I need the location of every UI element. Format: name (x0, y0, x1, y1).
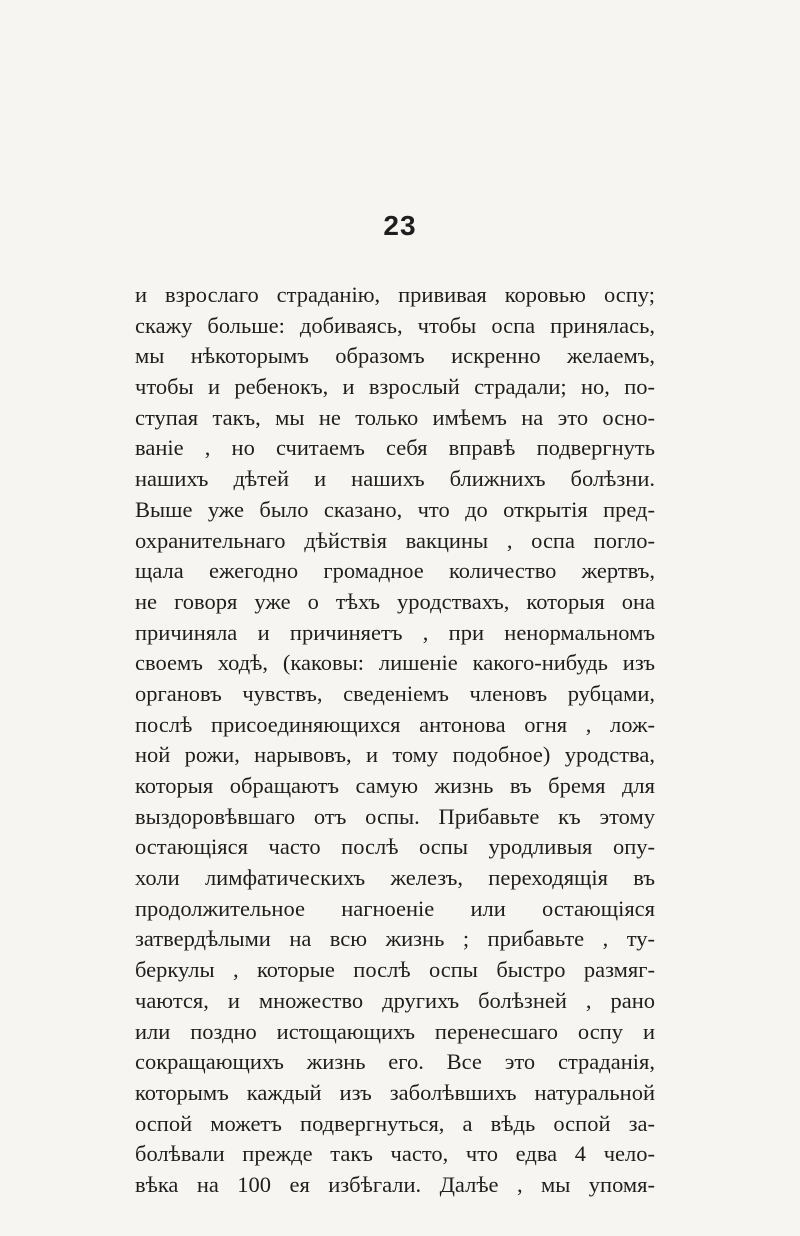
text-line: холи лимфатическихъ железъ, переходящія въ (135, 865, 655, 891)
text-line: которымъ каждый изъ заболѣвшихъ натуральной (135, 1079, 655, 1105)
text-line: остающіяся часто послѣ оспы уродливыя опу- (135, 834, 655, 860)
text-line: которыя обращаютъ самую жизнь въ бремя для (135, 773, 655, 798)
text-line: чтобы и ребенокъ, и взрослый страдали; но, по- (135, 374, 655, 400)
text-line: и взрослаго страданію, прививая коровью оспу; (135, 282, 655, 307)
text-line: ваніе , но считаемъ себя вправѣ подвергнуть (135, 435, 655, 461)
text-line: своемъ ходѣ, (каковы: лишеніе какого-нибудь изъ (135, 650, 655, 676)
body-text (135, 280, 655, 1201)
text-line: сокращающихъ жизнь его. Все это страданія, (135, 1049, 655, 1075)
text-line: послѣ присоединяющихся антонова огня , лож- (135, 711, 655, 737)
text-line: оспой можетъ подвергнуться, а вѣдь оспой за- (135, 1110, 655, 1136)
text-line: органовъ чувствъ, сведеніемъ членовъ рубцами, (135, 680, 655, 706)
text-line: мы нѣкоторымъ образомъ искренно желаемъ, (135, 343, 655, 369)
text-line: причиняла и причиняетъ , при ненормальномъ (135, 619, 655, 645)
text-line: или поздно истощающихъ перенесшаго оспу и (135, 1018, 655, 1044)
text-line: затвердѣлыми на всю жизнь ; прибавьте , ту- (135, 926, 655, 952)
text-line: продолжительное нагноеніе или остающіяся (135, 895, 655, 921)
text-line: Выше уже было сказано, что до открытія пред- (135, 496, 655, 522)
text-line: ной рожи, нарывовъ, и тому подобное) уродства, (135, 742, 655, 768)
text-line: не говоря уже о тѣхъ уродствахъ, которыя она (135, 588, 655, 614)
text-line: вѣка на 100 ея избѣгали. Далѣе , мы упомя- (135, 1171, 655, 1197)
text-line: болѣвали прежде такъ часто, что едва 4 чело- (135, 1141, 655, 1167)
text-line: ступая такъ, мы не только имѣемъ на это осно- (135, 404, 655, 430)
text-line: охранительнаго дѣйствія вакцины , оспа погло- (135, 527, 655, 553)
page-number: 23 (383, 210, 417, 241)
text-line: чаются, и множество другихъ болѣзней , рано (135, 987, 655, 1013)
text-line: нашихъ дѣтей и нашихъ ближнихъ болѣзни. (135, 466, 655, 492)
text-line: выздоровѣвшаго отъ оспы. Прибавьте къ этому (135, 803, 655, 829)
text-line: скажу больше: добиваясь, чтобы оспа принялась, (135, 312, 655, 338)
text-line: щала ежегодно громадное количество жертвъ, (135, 558, 655, 584)
text-line: беркулы , которые послѣ оспы быстро размяг- (135, 957, 655, 983)
